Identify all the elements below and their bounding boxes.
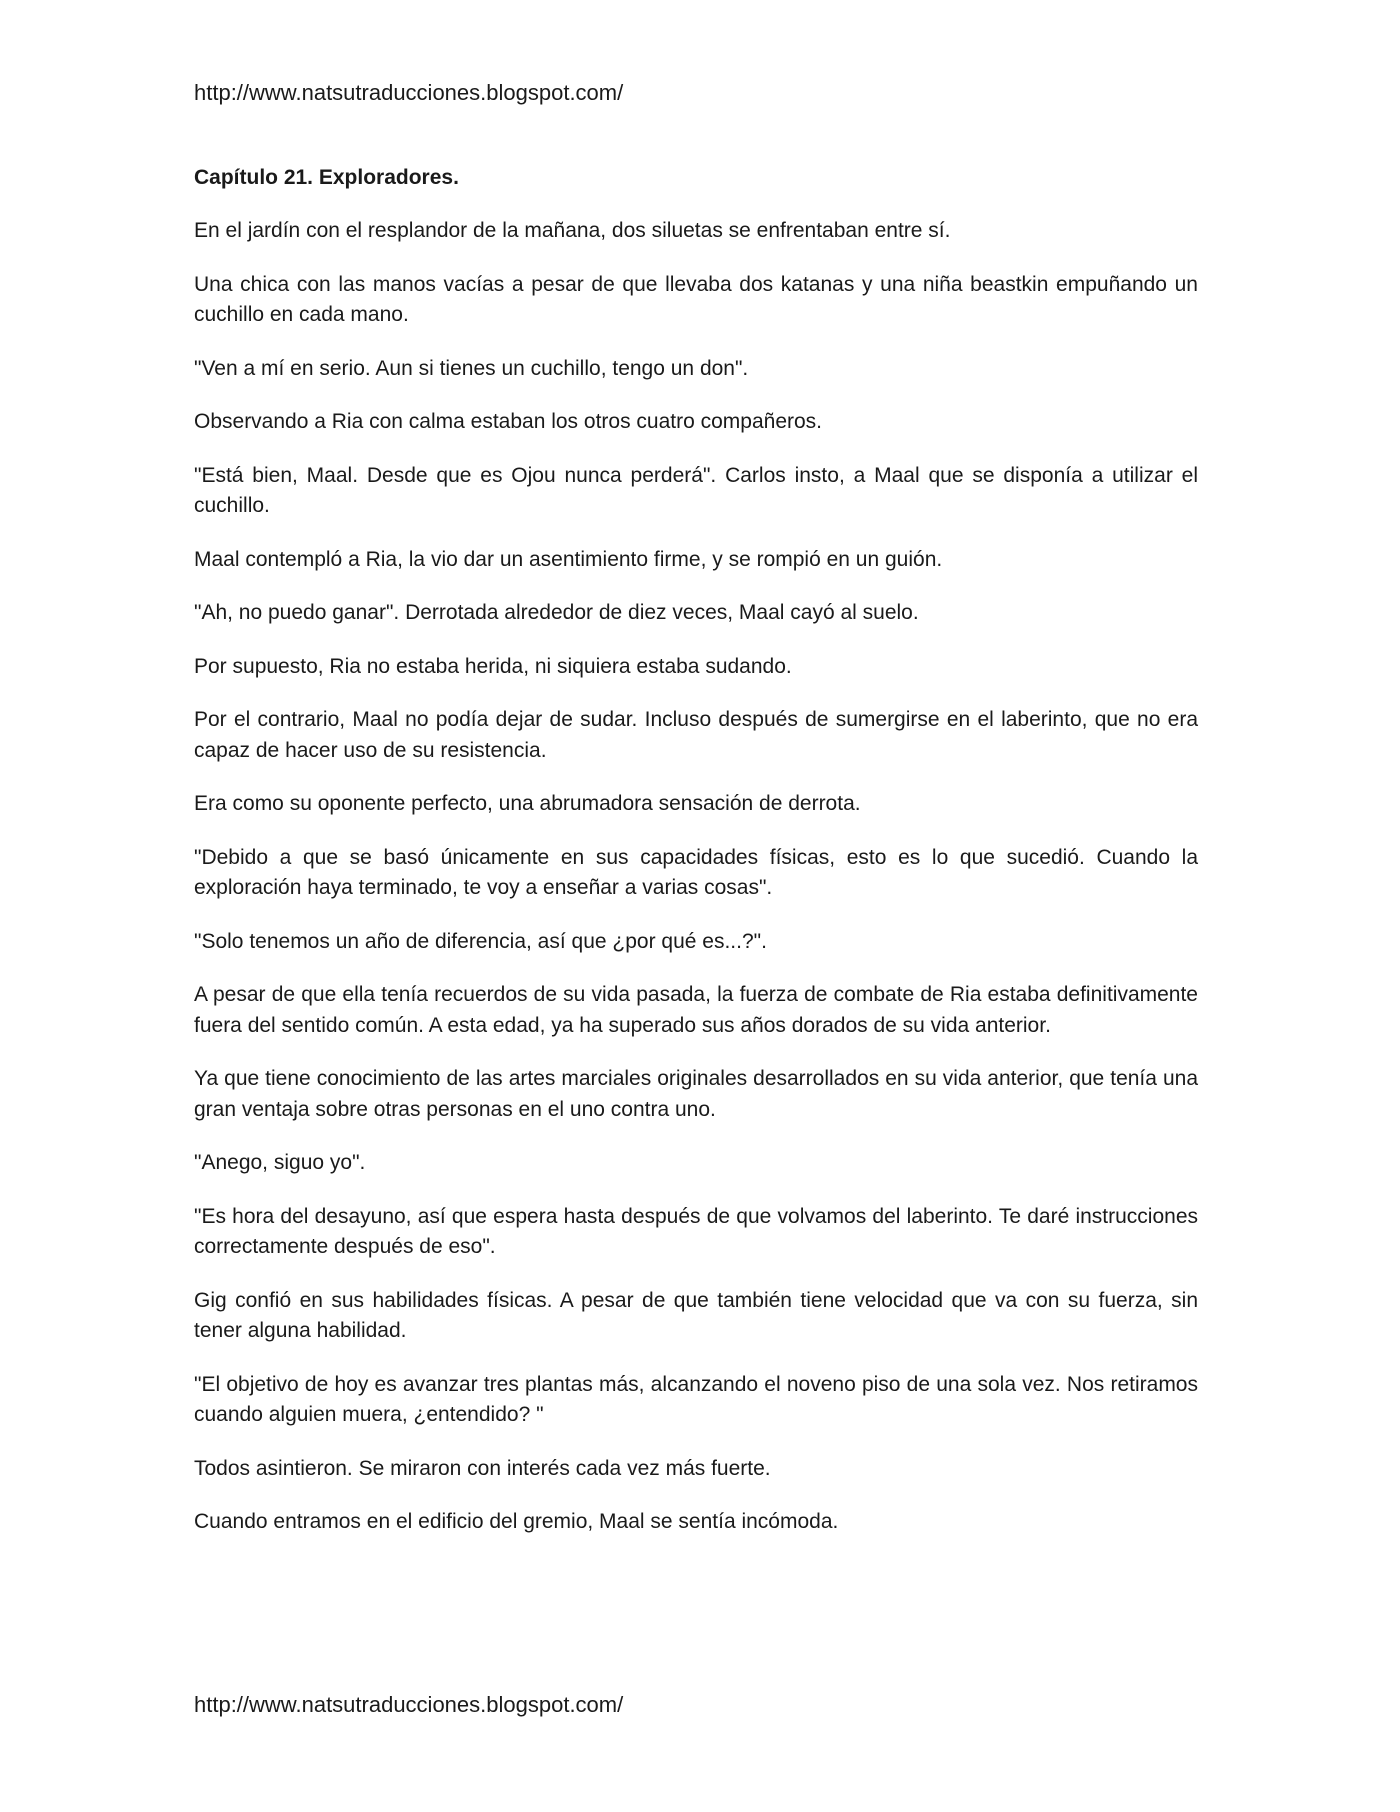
paragraph: Por el contrario, Maal no podía dejar de sudar. Incluso después de sumergirse en el laberinto, que no era capaz de hacer uso de su resistencia. [194, 708, 1198, 762]
paragraph: Maal contempló a Ria, la vio dar un asentimiento firme, y se rompió en un guión. [194, 547, 943, 571]
paragraph: Todos asintieron. Se miraron con interés cada vez más fuerte. [194, 1456, 771, 1480]
paragraph: A pesar de que ella tenía recuerdos de su vida pasada, la fuerza de combate de Ria estaba definitivamente fuera del sentido común. A esta edad, ya ha superado sus años dorados de su vida anterior. [194, 983, 1198, 1037]
paragraph: Una chica con las manos vacías a pesar de que llevaba dos katanas y una niña beastkin empuñando un cuchillo en cada mano. [194, 272, 1198, 326]
paragraph: "Ah, no puedo ganar". Derrotada alrededor de diez veces, Maal cayó al suelo. [194, 601, 919, 624]
paragraph: En el jardín con el resplandor de la mañana, dos siluetas se enfrentaban entre sí. [194, 219, 951, 242]
paragraph: Cuando entramos en el edificio del gremio, Maal se sentía incómoda. [194, 1510, 839, 1533]
page-content [194, 163, 1198, 1561]
header-url: http://www.natsutraducciones.blogspot.com/ [194, 80, 624, 105]
paragraph: "Solo tenemos un año de diferencia, así que ¿por qué es...?". [194, 929, 767, 953]
footer-url: http://www.natsutraducciones.blogspot.com/ [194, 1692, 624, 1717]
paragraph: "El objetivo de hoy es avanzar tres plantas más, alcanzando el noveno piso de una sola vez. Nos retiramos cuando alguien muera, ¿entendido? " [194, 1372, 1198, 1426]
chapter-title: Capítulo 21. Exploradores. [194, 166, 459, 189]
paragraph: Ya que tiene conocimiento de las artes marciales originales desarrollados en su vida anterior, que tenía una gran ventaja sobre otras personas en el uno contra uno. [194, 1067, 1198, 1121]
paragraph: "Está bien, Maal. Desde que es Ojou nunca perderá". Carlos insto, a Maal que se disponía a utilizar el cuchillo. [194, 463, 1198, 517]
paragraph: "Debido a que se basó únicamente en sus capacidades físicas, esto es lo que sucedió. Cuando la exploración haya terminado, te voy a enseñar a varias cosas". [194, 845, 1198, 899]
paragraph: Por supuesto, Ria no estaba herida, ni siquiera estaba sudando. [194, 654, 792, 678]
paragraph: "Es hora del desayuno, así que espera hasta después de que volvamos del laberinto. Te daré instrucciones correctamente después de eso". [194, 1204, 1198, 1258]
paragraph: Observando a Ria con calma estaban los otros cuatro compañeros. [194, 410, 823, 433]
paragraph: "Ven a mí en serio. Aun si tienes un cuchillo, tengo un don". [194, 356, 749, 380]
paragraph: Era como su oponente perfecto, una abrumadora sensación de derrota. [194, 792, 861, 815]
paragraph: Gig confió en sus habilidades físicas. A pesar de que también tiene velocidad que va con su fuerza, sin tener alguna habilidad. [194, 1288, 1198, 1342]
paragraph: "Anego, siguo yo". [194, 1151, 366, 1174]
